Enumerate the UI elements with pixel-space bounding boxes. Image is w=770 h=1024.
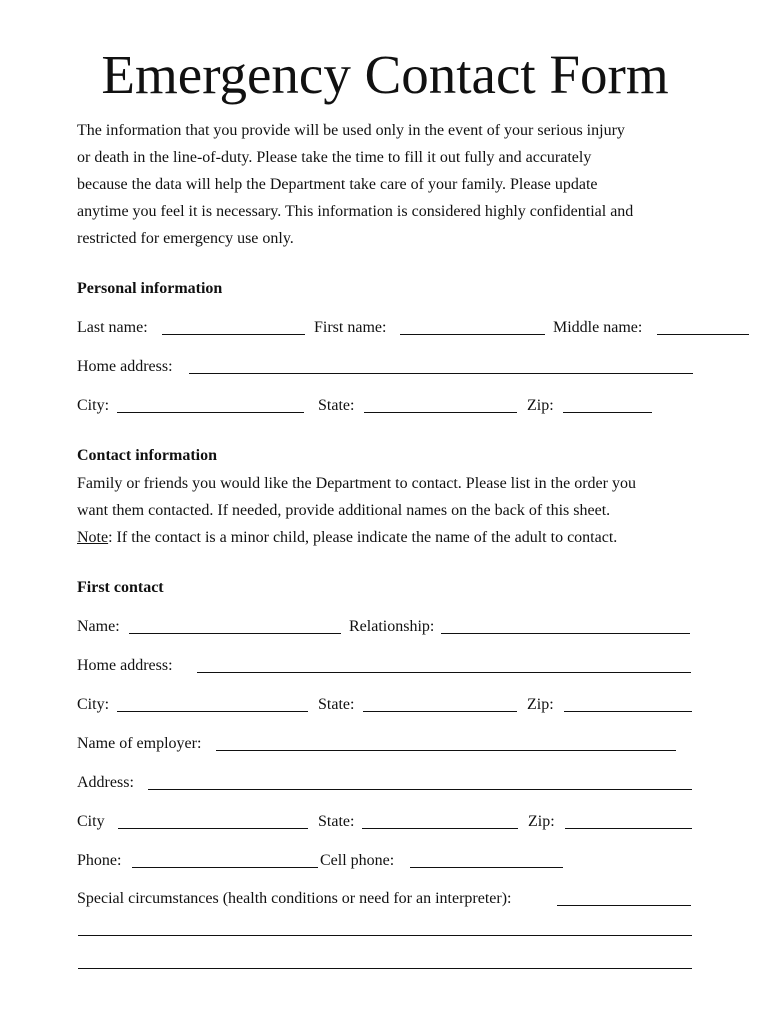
cell-phone-field[interactable] [410,867,563,868]
intro-line: The information that you provide will be used only in the event of your serious injury [77,122,625,139]
intro-paragraph [77,117,717,252]
state-label: State: [318,397,355,414]
contact-home-address-row [77,655,697,677]
contact-state-field[interactable] [363,711,517,712]
contact-zip-label: Zip: [527,696,554,713]
home-address-field[interactable] [189,373,693,374]
middle-name-label: Middle name: [553,319,643,336]
name-row [77,317,757,339]
intro-line: anytime you feel it is necessary. This information is considered highly confidential and [77,203,634,220]
last-name-label: Last name: [77,319,148,336]
state-field[interactable] [364,412,517,413]
phone-field[interactable] [132,867,318,868]
city-row [77,395,697,417]
contact-info-paragraph [77,470,636,551]
contact-home-address-field[interactable] [197,672,691,673]
first-name-label: First name: [314,319,387,336]
employer-zip-field[interactable] [565,828,692,829]
contact-name-field[interactable] [129,633,341,634]
home-address-row [77,356,697,378]
contact-zip-field[interactable] [564,711,692,712]
employer-zip-label: Zip: [528,813,555,830]
intro-line: restricted for emergency use only. [77,230,294,247]
personal-info-heading: Personal information [77,280,223,297]
employer-label: Name of employer: [77,735,202,752]
employer-city-label: City [77,813,105,830]
contact-city-label: City: [77,696,110,713]
note-text: : If the contact is a minor child, please indicate the name of the adult to contact. [108,529,618,546]
phone-label: Phone: [77,852,122,869]
relationship-field[interactable] [441,633,690,634]
contact-info-line: want them contacted. If needed, provide additional names on the back of this sheet. [77,502,611,519]
cell-phone-label: Cell phone: [320,852,395,869]
contact-name-label: Name: [77,618,120,635]
note-label: Note [77,529,109,546]
special-circumstances-field[interactable] [557,905,691,906]
contact-note [77,524,636,551]
city-label: City: [77,397,110,414]
employer-state-field[interactable] [362,828,518,829]
contact-state-label: State: [318,696,355,713]
contact-city-field[interactable] [117,711,308,712]
zip-field[interactable] [563,412,652,413]
employer-field[interactable] [216,750,676,751]
special-circumstances-label: Special circumstances (health conditions or need for an interpreter): [77,890,512,907]
contact-city-row [77,694,697,716]
relationship-label: Relationship: [349,618,435,635]
employer-state-label: State: [318,813,355,830]
phone-row [77,850,697,872]
contact-info-heading: Contact information [77,447,217,464]
special-circumstances-row [77,888,697,910]
employer-address-label: Address: [77,774,134,791]
contact-info-line: Family or friends you would like the Department to contact. Please list in the order you [77,475,636,492]
contact-name-row [77,616,697,638]
special-circumstances-line-2[interactable] [78,935,692,936]
special-circumstances-line-3[interactable] [78,968,692,969]
intro-line: because the data will help the Department take care of your family. Please update [77,176,598,193]
intro-line: or death in the line-of-duty. Please take the time to fill it out fully and accurately [77,149,592,166]
zip-label: Zip: [527,397,554,414]
contact-home-address-label: Home address: [77,657,173,674]
city-field[interactable] [117,412,304,413]
page-title: Emergency Contact Form [101,44,669,105]
employer-city-row [77,811,697,833]
home-address-label: Home address: [77,358,173,375]
middle-name-field[interactable] [657,334,749,335]
first-name-field[interactable] [400,334,545,335]
employer-address-row [77,772,697,794]
first-contact-heading: First contact [77,579,164,596]
last-name-field[interactable] [162,334,305,335]
employer-row [77,733,697,755]
employer-city-field[interactable] [118,828,308,829]
employer-address-field[interactable] [148,789,692,790]
